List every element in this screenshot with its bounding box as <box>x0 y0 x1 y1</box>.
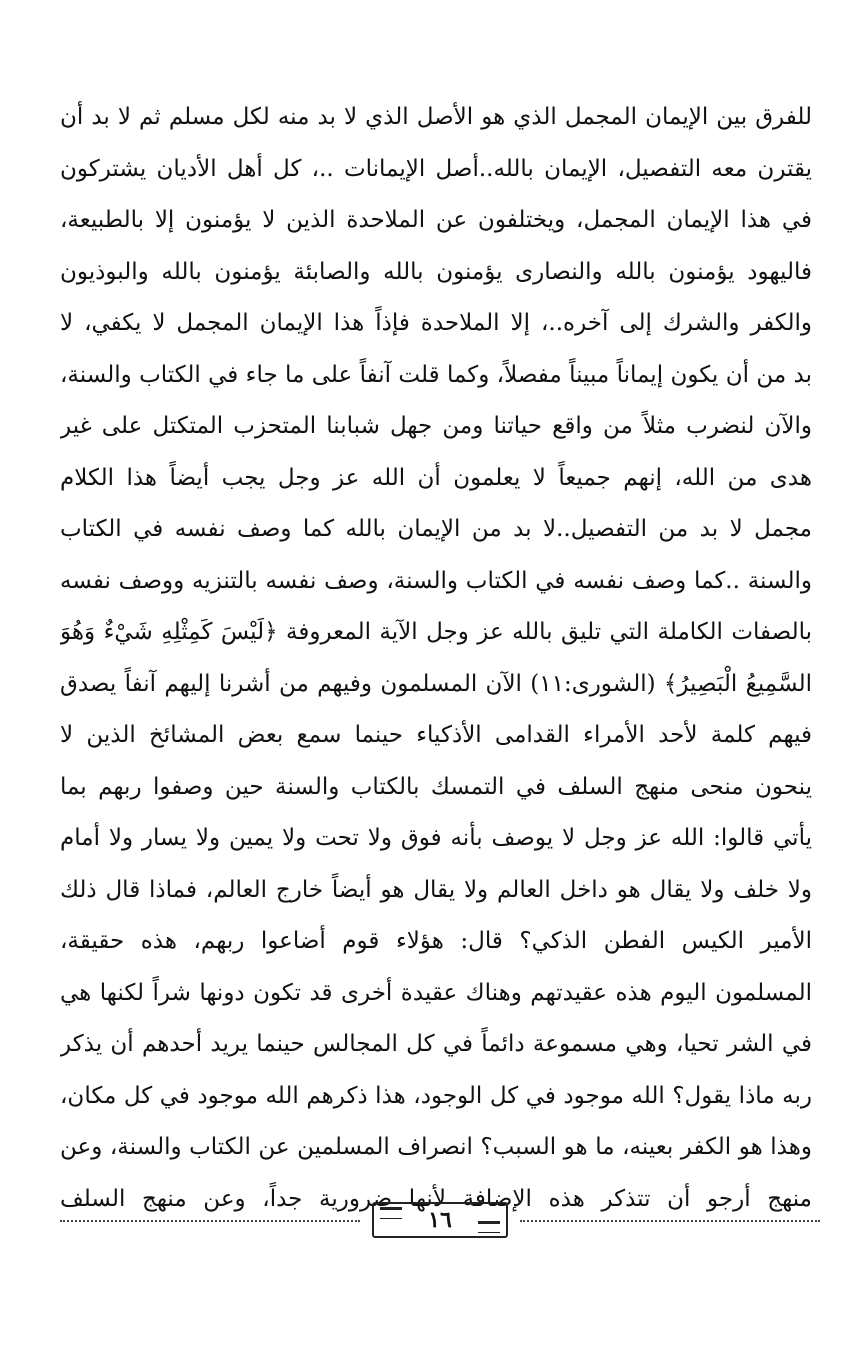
text-line: المسلمون اليوم هذه عقيدتهم وهناك عقيدة أخرى قد تكون دونها شراً لكنها هي <box>60 979 812 1006</box>
text-line: بد من أن يكون إيماناً مبيناً مفصلاً، وكما قلت آنفاً على ما جاء في الكتاب والسنة، <box>60 361 812 388</box>
text-line: فيهم كلمة لأحد الأمراء القدامى الأذكياء حينما سمع بعض المشائخ الذين لا <box>60 722 812 748</box>
dotted-rule-left <box>60 1220 360 1222</box>
text-line: السَّمِيعُ الْبَصِيرُ﴾ (الشورى:١١) الآن المسلمون وفيهم من أشرنا إليهم آنفاً يصدق <box>60 670 812 697</box>
text-line: ولا خلف ولا يقال هو داخل العالم ولا يقال هو أيضاً خارج العالم، فماذا قال ذلك <box>60 876 812 903</box>
page-number-frame <box>372 1202 508 1238</box>
body-text <box>60 92 812 1225</box>
text-line: يأتي قالوا: الله عز وجل لا يوصف بأنه فوق ولا تحت ولا يمين ولا يسار ولا أمام <box>60 825 812 851</box>
text-line: مجمل لا بد من التفصيل..لا بد من الإيمان بالله كما وصف نفسه في الكتاب <box>60 516 812 542</box>
text-line: في الشر تحيا، وهي مسموعة دائماً في كل المجالس حينما يريد أحدهم أن يذكر <box>60 1031 812 1057</box>
text-line: والسنة ..كما وصف نفسه في الكتاب والسنة، وصف نفسه بالتنزيه ووصف نفسه <box>60 567 812 594</box>
text-line: الأمير الكيس الفطن الذكي؟ قال: هؤلاء قوم أضاعوا ربهم، هذه حقيقة، <box>60 928 812 954</box>
dotted-rule-right <box>520 1220 820 1222</box>
text-line: والكفر والشرك إلى آخره..، إلا الملاحدة فإذاً هذا الإيمان المجمل لا يكفي، لا <box>60 310 812 336</box>
text-line: يقترن معه التفصيل، الإيمان بالله..أصل الإيمانات ..، كل أهل الأديان يشتركون <box>60 155 812 182</box>
text-line: للفرق بين الإيمان المجمل الذي هو الأصل الذي لا بد منه لكل مسلم ثم لا بد أن <box>60 104 812 130</box>
page-footer <box>60 1196 820 1246</box>
text-line: بالصفات الكاملة التي تليق بالله عز وجل الآية المعروفة ﴿لَيْسَ كَمِثْلِهِ شَيْءٌ وَهُوَ <box>60 619 812 645</box>
text-line: ينحون منحى منهج السلف في التمسك بالكتاب والسنة حين وصفوا ربهم بما <box>60 773 812 800</box>
text-line: هدى من الله، إنهم جميعاً لا يعلمون أن الله عز وجل يجب أيضاً هذا الكلام <box>60 464 812 491</box>
text-line: وهذا هو الكفر بعينه، ما هو السبب؟ انصراف المسلمين عن الكتاب والسنة، وعن <box>60 1134 812 1160</box>
text-line: منهج أرجو أن تتذكر هذه الإضافة لأنها ضرورية جداً، وعن منهج السلف <box>60 1185 812 1212</box>
text-line: ربه ماذا يقول؟ الله موجود في كل الوجود، هذا ذكرهم الله موجود في كل مكان، <box>60 1082 812 1109</box>
page-number: ١٦ <box>428 1207 452 1233</box>
text-line: في هذا الإيمان المجمل، ويختلفون عن الملاحدة الذين لا يؤمنون إلا بالطبيعة، <box>60 207 812 233</box>
text-line: والآن لنضرب مثلاً من واقع حياتنا ومن جهل شبابنا المتحزب المتكتل على غير <box>60 413 812 439</box>
text-line: فاليهود يؤمنون بالله والنصارى يؤمنون بالله والصابئة يؤمنون بالله والبوذيون <box>60 258 812 285</box>
